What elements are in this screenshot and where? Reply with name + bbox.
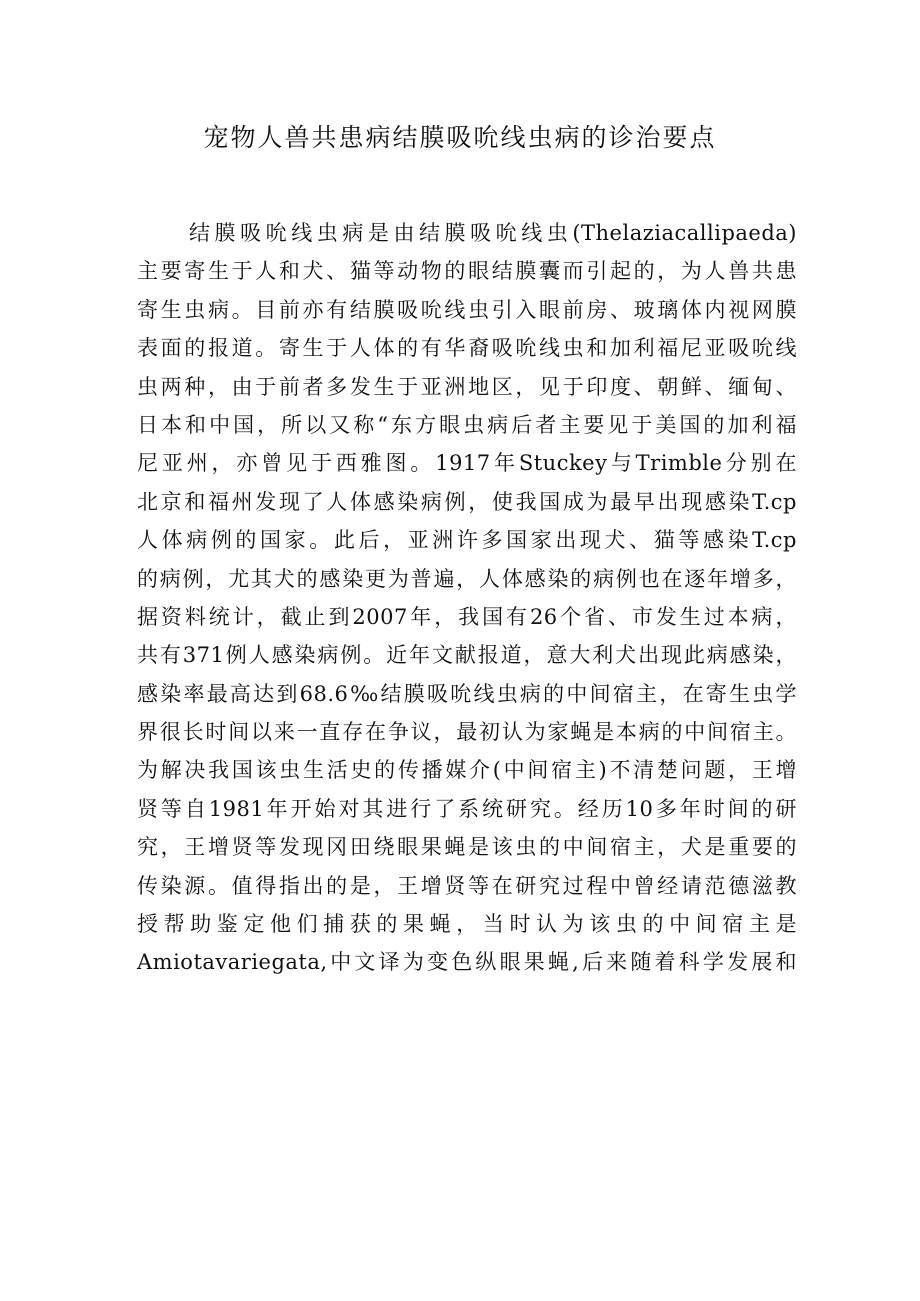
text-line: 界很长时间以来一直存在争议，最初认为家蝇是本病的中间宿主。	[137, 720, 797, 745]
text-line: 究，王增贤等发现冈田绕眼果蝇是该虫的中间宿主，犬是重要的	[137, 835, 797, 860]
text-line: 日本和中国，所以又称“东方眼虫病后者主要见于美国的加利福	[137, 412, 797, 437]
text-line: 据资料统计，截止到2007年，我国有26个省、市发生过本病，	[137, 604, 797, 629]
text-line: 主要寄生于人和犬、猫等动物的眼结膜囊而引起的，为人兽共患	[137, 259, 797, 284]
text-line: 人体病例的国家。此后，亚洲许多国家出现犬、猫等感染T.cp	[137, 528, 797, 553]
text-line: 授帮助鉴定他们捕获的果蝇，当时认为该虫的中间宿主是	[137, 912, 797, 937]
text-line: 虫两种，由于前者多发生于亚洲地区，见于印度、朝鲜、缅甸、	[137, 374, 797, 399]
text-line: 北京和福州发现了人体感染病例，使我国成为最早出现感染T.cp	[137, 489, 797, 514]
text-line: 表面的报道。寄生于人体的有华裔吸吮线虫和加利福尼亚吸吮线	[137, 336, 797, 361]
text-line: 的病例，尤其犬的感染更为普遍，人体感染的病例也在逐年增多，	[137, 566, 797, 591]
body-text	[137, 214, 797, 982]
text-line: 为解决我国该虫生活史的传播媒介(中间宿主)不清楚问题，王增	[137, 758, 797, 783]
text-line: 传染源。值得指出的是，王增贤等在研究过程中曾经请范德滋教	[137, 873, 797, 898]
text-line: 贤等自1981年开始对其进行了系统研究。经历10多年时间的研	[137, 796, 797, 821]
document-title: 宠物人兽共患病结膜吸吮线虫病的诊治要点	[203, 123, 717, 152]
text-line: 结膜吸吮线虫病是由结膜吸吮线虫(Thelaziacallipaeda)	[189, 221, 797, 245]
text-line: 感染率最高达到68.6‰结膜吸吮线虫病的中间宿主，在寄生虫学	[137, 681, 797, 706]
text-line: Amiotavariegata,中文译为变色纵眼果蝇,后来随着科学发展和	[137, 950, 797, 975]
text-line: 尼亚州，亦曾见于西雅图。1917年Stuckey与Trimble分别在	[137, 451, 797, 476]
text-line: 共有371例人感染病例。近年文献报道，意大利犬出现此病感染，	[137, 643, 797, 668]
text-line: 寄生虫病。目前亦有结膜吸吮线虫引入眼前房、玻璃体内视网膜	[137, 297, 797, 322]
